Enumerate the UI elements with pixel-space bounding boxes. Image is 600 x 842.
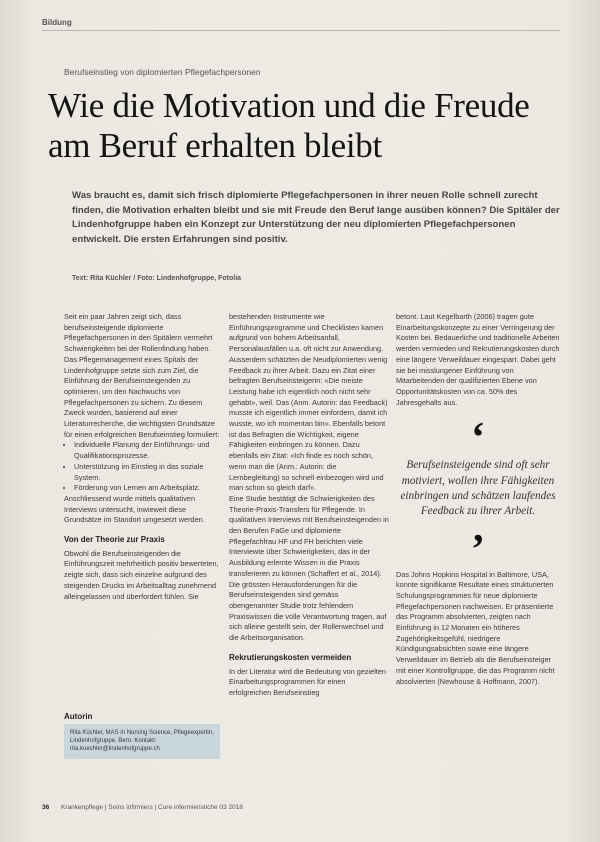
page-number: 36 bbox=[42, 804, 50, 811]
list-item: • Individuelle Planung der Einführungs- und Qualifikationsprozesse. bbox=[74, 440, 224, 461]
article-credit: Text: Rita Küchler / Foto: Lindenhofgruppe, Fotolia bbox=[72, 275, 242, 282]
paragraph: bestehenden Instrumente wie Einführungsprogramme und Checklisten kamen aufgrund von hohem Arbeitsanfall, Personalausfällen u.a. oft nicht zur Anwendung. Ausserdem schätzten die Neudiplomierten wenig Feedback zu ihrer Arbeit. Dazu ein Zitat einer befragten Berufseinsteigerin: «Die meiste Leistung habe ich eigentlich noch nicht sehr gehabt», weil. Das (Anm. Autorin: das Feedback) musste ich eigentlich immer einfordern, damit ich wusste, wo ich momentan bin». Ebenfalls betont ist das Befragten die Wichtigkeit, eigene Fähigkeiten einbringen zu können. Dazu ebenfalls ein Zitat: «Ich finde es noch schön, wenn man die (Anm.: Autorin: die Lernbegleitung) so schnell einbezogen wird und man schon so gleich darf». bbox=[229, 312, 388, 493]
section-label: Bildung bbox=[42, 18, 72, 27]
header-rule bbox=[42, 30, 560, 31]
article-column-3 bbox=[396, 312, 560, 687]
paragraph: Das Johns Hopkins Hospital in Baltimore, USA, konnte signifikante Resultate eines strukturierten Schulungsprogrammes für neue diplomierte Pflegefachpersonen nachweisen. Er präsentierte das Programm absolvierten, zeigten nach Einführung in 12 Monaten ein höheres Zugehörigkeitsgefühl, niedrigere Kündigungsabsichten sowie eine längere Verweildauer im Betrieb als die Berufseinsteiger mit einer Kontrollgruppe, die das Programm nicht absolvierten (Newhouse & Hoffmann, 2007). bbox=[396, 569, 555, 686]
principles-list bbox=[64, 440, 224, 494]
list-item: • Förderung von Lernen am Arbeitsplatz. bbox=[74, 483, 224, 494]
author-box-title: Autorin bbox=[64, 712, 93, 721]
paragraph: betont. Laut Kegelbarth (2006) tragen gute Einarbeitungskonzepte zu einer Verringerung der Kosten bei. Bedauerliche und traditionelle Arbeiten werden vermieden und Rekrutierungskosten durch eine längere Verweildauer eingespart. Dabei geht sie bei misslungener Einführung von Mitarbeitenden der qualifizierten Ebene von Opportunitätskosten von ca. 50% des Jahresgehalts aus. bbox=[396, 312, 560, 407]
subheading: Rekrutierungskosten vermeiden bbox=[229, 652, 352, 662]
list-item: • Unterstützung im Einstieg in das soziale System. bbox=[74, 462, 224, 483]
paragraph: Anschliessend wurde mittels qualitativen Interviews untersucht, inwieweit diese Grundsätze im Standort umgesetzt werden. bbox=[64, 493, 205, 525]
pull-quote: Berufseinsteigende sind oft sehr motiviert, wollen ihre Fähigkeiten einbringen und schätzen laufendes Feedback zu ihrer Arbeit. bbox=[400, 459, 556, 518]
close-quote-icon: ’ bbox=[471, 526, 485, 573]
paragraph: Eine Studie bestätigt die Schwierigkeiten des Theorie-Praxis-Transfers für Pflegende. In qualitativen Interviews mit Berufseinsteigenden in den Berufen FaGe und diplomierte Pflegefachfrau HF und FH berichten viele Interviewte über Schwierigkeiten, das in der Ausbildung erlernte Wissen in die Praxis transferieren zu können (Schaffert et al., 2014). Die grössten Herausforderungen für die Berufseinsteigenden sind gemäss obengenannter Studie trotz fehlendem Praxiswissen die volle Verantwortung tragen, auf sich alleine gestellt sein, der Rollenwechsel und die Arbeitsorganisation. bbox=[229, 493, 389, 643]
subheading: Von der Theorie zur Praxis bbox=[64, 535, 165, 545]
open-quote-icon: ‘ bbox=[471, 415, 485, 462]
author-box bbox=[64, 712, 220, 759]
article-lead: Was braucht es, damit sich frisch diplomierte Pflegefachpersonen in ihrer neuen Rolle schnell zurecht finden, die Motivation erhalten bleibt und sie mit Freude den Beruf lange ausüben können? Die Spitäler der Lindenhofgruppe haben ein Konzept zur Unterstützung der neu diplomierten Pflegefachpersonen entwickelt. Die ersten Erfahrungen sind positiv. bbox=[72, 190, 560, 245]
paragraph: In der Literatur wird die Bedeutung von gezielten Einarbeitungsprogrammen für einen erfolgreichen Berufseinstieg bbox=[229, 666, 386, 697]
paragraph: Seit ein paar Jahren zeigt sich, dass berufseinsteigende diplomierte Pflegefachpersonen in den Spitälern vermehrt Schwierigkeiten bei der Rollenfindung haben. Das Pflegemanagement eines Spitals der Lindenhofgruppe setzte sich zum Ziel, die Einführung der Berufseinsteigenden zu optimieren, um den Nachwuchs von Pflegefachpersonen zu sichern. Zu diesem Zweck wurden, basierend auf einer Literaturrecherche, die wichtigsten Grundsätze für einen erfolgreichen Berufseinstieg formuliert: bbox=[64, 312, 220, 439]
publication-name: Krankenpflege | Soins infirmiers | Cure infermieristiche 03 2018 bbox=[61, 804, 243, 811]
article-kicker: Berufseinstieg von diplomierten Pflegefachpersonen bbox=[64, 67, 261, 77]
article-column-2 bbox=[229, 312, 389, 699]
article-headline: Wie die Motivation und die Freude am Beruf erhalten bleibt bbox=[48, 86, 530, 165]
page-footer bbox=[42, 804, 243, 811]
article-column-1 bbox=[64, 312, 224, 602]
author-box-body: Rita Küchler, MAS in Nursing Science, Pflegeexpertin, Lindenhofgruppe, Bern. Kontakt: rita.kuechler@lindenhofgruppe.ch bbox=[64, 724, 220, 759]
paragraph: Obwohl die Berufseinsteigenden die Einführungszeit mehrheitlich positiv bewerteten, zeigte sich, dass sich einzelne aufgrund des steigenden Drucks im Arbeitsalltag zunehmend alleingelassen und überfordert fühlen. Sie bbox=[64, 548, 219, 601]
